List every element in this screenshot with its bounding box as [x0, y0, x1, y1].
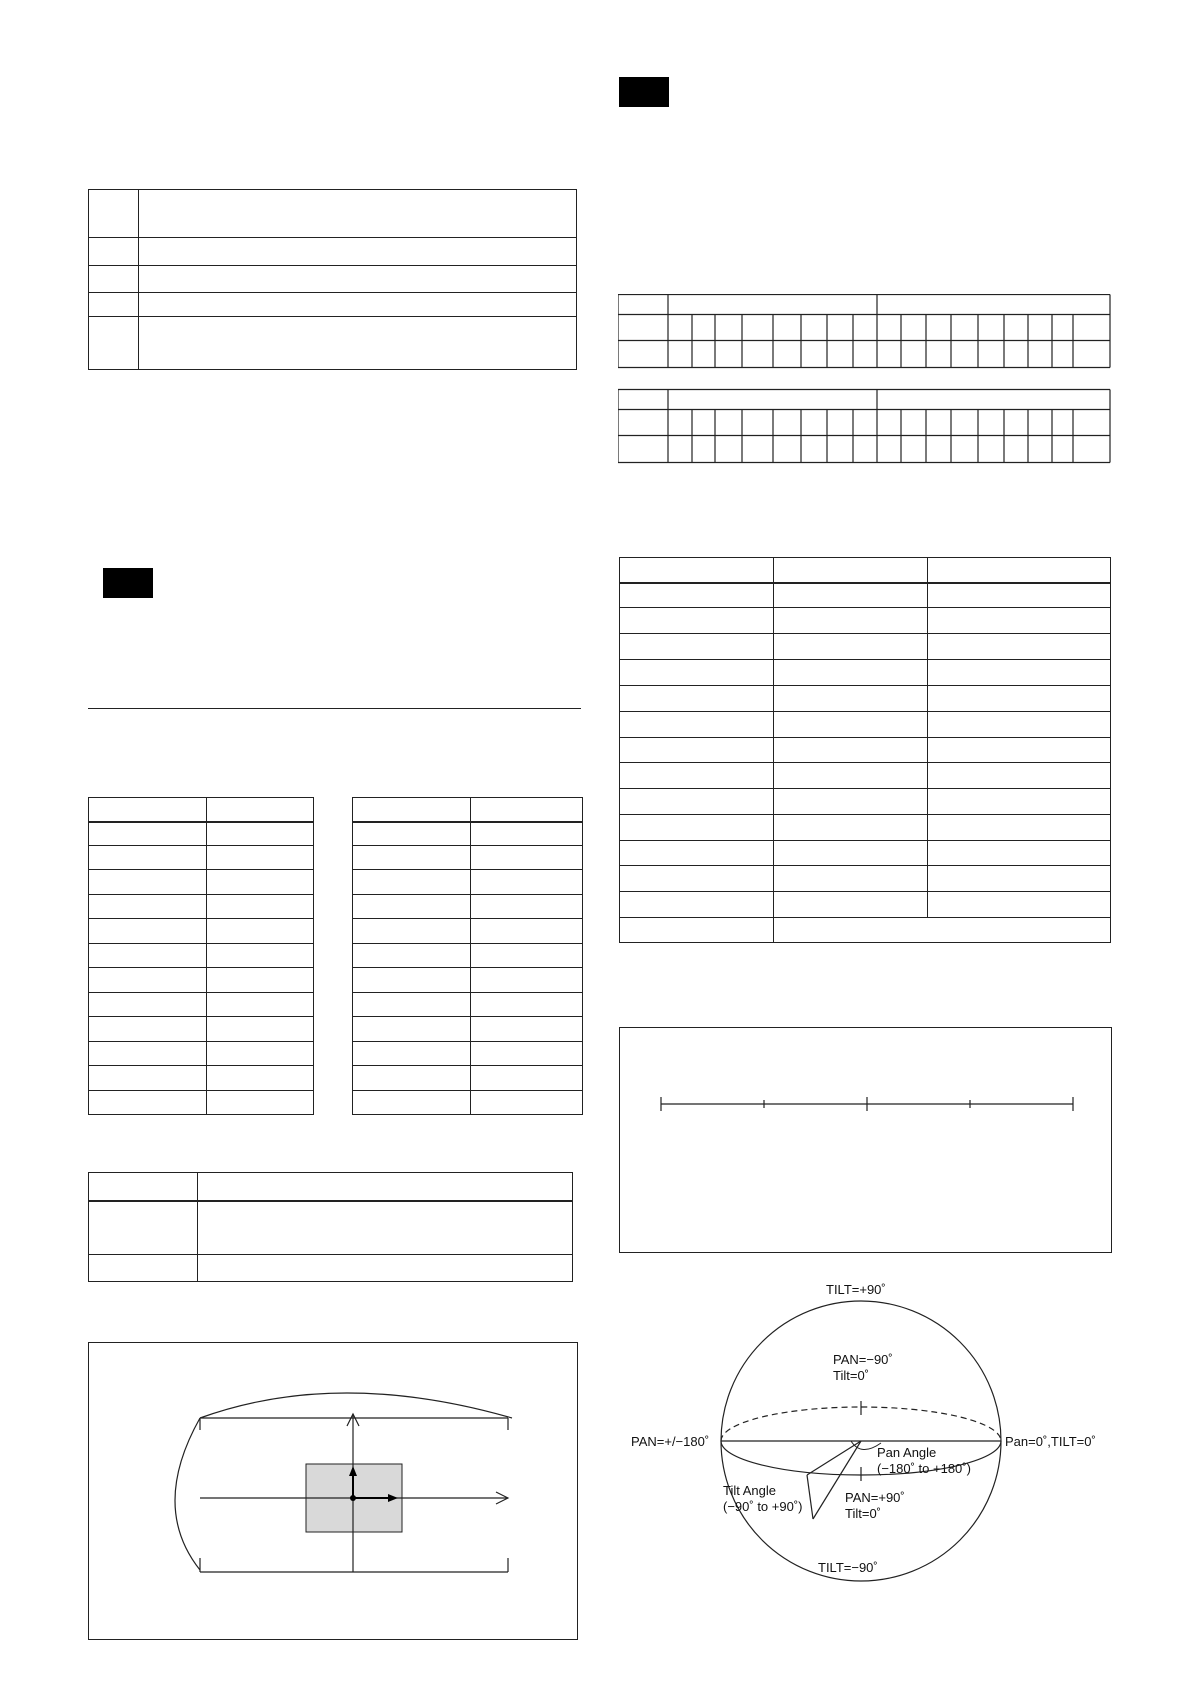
table-cell: [774, 789, 928, 815]
left-bottom-table: [88, 1172, 573, 1282]
table-cell: [353, 895, 471, 919]
table-cell: [774, 815, 928, 841]
table-cell: [89, 993, 207, 1017]
table-header-cell: [89, 798, 207, 822]
table-cell: [89, 238, 139, 266]
table-cell: [774, 583, 928, 608]
table-cell: [471, 846, 583, 870]
table-header-cell: [620, 558, 774, 583]
left-top-table: [88, 189, 577, 370]
table-cell: [198, 1201, 573, 1255]
table-cell: [471, 993, 583, 1017]
table-header-cell: [928, 558, 1111, 583]
table-cell: [774, 712, 928, 738]
table-cell: [353, 944, 471, 968]
tilt-zero-label-bottom: Tilt=0˚: [845, 1506, 881, 1521]
table-cell: [89, 266, 139, 293]
table-cell: [928, 634, 1111, 660]
table-cell: [471, 870, 583, 895]
table-cell: [928, 686, 1111, 712]
pan-zero-label: Pan=0˚,TILT=0˚: [1005, 1434, 1096, 1449]
table-cell: [89, 1042, 207, 1066]
table-cell: [928, 608, 1111, 634]
table-cell: [620, 634, 774, 660]
table-header-cell: [89, 1173, 198, 1201]
table-cell: [139, 317, 577, 370]
table-cell: [207, 1091, 314, 1115]
table-cell: [620, 866, 774, 892]
table-cell: [774, 918, 1111, 943]
table-cell: [620, 841, 774, 866]
table-cell: [89, 1017, 207, 1042]
table-cell: [139, 190, 577, 238]
table-header-cell: [471, 798, 583, 822]
table-cell: [207, 1017, 314, 1042]
table-cell: [89, 1255, 198, 1282]
table-cell: [353, 846, 471, 870]
tilt-range-label: (−90˚ to +90˚): [723, 1499, 803, 1514]
table-cell: [471, 1066, 583, 1091]
table-cell: [620, 660, 774, 686]
table-cell: [471, 944, 583, 968]
pan-180-label: PAN=+/−180˚: [631, 1434, 710, 1449]
pan-plus-90-label: PAN=+90˚: [845, 1490, 905, 1505]
table-cell: [353, 1091, 471, 1115]
table-cell: [928, 841, 1111, 866]
table-cell: [139, 238, 577, 266]
table-cell: [774, 738, 928, 763]
scale-ruler: [619, 1027, 1112, 1253]
table-cell: [774, 866, 928, 892]
table-cell: [471, 1042, 583, 1066]
bit-table-lower: [618, 390, 1110, 463]
table-cell: [207, 1066, 314, 1091]
table-cell: [471, 822, 583, 846]
note-tag: [619, 77, 669, 107]
table-cell: [353, 822, 471, 846]
table-cell: [928, 660, 1111, 686]
table-cell: [89, 190, 139, 238]
tilt-zero-label-top: Tilt=0˚: [833, 1368, 869, 1383]
table-cell: [207, 846, 314, 870]
table-cell: [620, 608, 774, 634]
table-cell: [928, 789, 1111, 815]
table-cell: [774, 763, 928, 789]
pan-range-label: (−180˚ to +180˚): [877, 1461, 971, 1476]
table-cell: [620, 815, 774, 841]
table-cell: [89, 895, 207, 919]
tilt-top-label: TILT=+90˚: [826, 1282, 886, 1297]
left-code-table-b: [352, 797, 583, 1115]
tilt-angle-label: Tilt Angle: [723, 1483, 776, 1498]
table-cell: [774, 634, 928, 660]
table-cell: [928, 866, 1111, 892]
table-cell: [89, 919, 207, 944]
bit-tables: [618, 294, 1111, 472]
table-cell: [207, 944, 314, 968]
pan-angle-label: Pan Angle: [877, 1445, 937, 1460]
table-cell: [620, 789, 774, 815]
table-cell: [353, 870, 471, 895]
table-cell: [774, 608, 928, 634]
table-cell: [353, 1066, 471, 1091]
table-cell: [207, 1042, 314, 1066]
table-cell: [139, 266, 577, 293]
table-cell: [620, 712, 774, 738]
table-cell: [198, 1255, 573, 1282]
table-cell: [89, 293, 139, 317]
table-cell: [353, 968, 471, 993]
table-cell: [471, 968, 583, 993]
tilt-bottom-label: TILT=−90˚: [818, 1560, 878, 1575]
table-header-cell: [774, 558, 928, 583]
table-cell: [207, 895, 314, 919]
table-cell: [89, 822, 207, 846]
table-header-cell: [353, 798, 471, 822]
note-tag: [103, 568, 153, 598]
table-cell: [928, 892, 1111, 918]
table-cell: [928, 712, 1111, 738]
table-cell: [207, 919, 314, 944]
table-header-cell: [207, 798, 314, 822]
table-cell: [353, 1042, 471, 1066]
table-cell: [89, 846, 207, 870]
table-cell: [89, 870, 207, 895]
table-cell: [89, 317, 139, 370]
table-cell: [928, 763, 1111, 789]
table-cell: [620, 892, 774, 918]
table-cell: [774, 660, 928, 686]
table-cell: [353, 993, 471, 1017]
left-code-table-a: [88, 797, 314, 1115]
table-cell: [353, 1017, 471, 1042]
section-divider: [88, 708, 581, 709]
area-diagram: [88, 1342, 578, 1640]
table-cell: [89, 1091, 207, 1115]
table-cell: [471, 1017, 583, 1042]
pan-tilt-sphere-figure: [619, 1275, 1139, 1615]
table-cell: [471, 895, 583, 919]
table-cell: [774, 686, 928, 712]
table-cell: [353, 919, 471, 944]
table-cell: [928, 815, 1111, 841]
table-cell: [620, 686, 774, 712]
table-cell: [774, 892, 928, 918]
table-cell: [207, 993, 314, 1017]
table-cell: [207, 822, 314, 846]
table-cell: [774, 841, 928, 866]
table-cell: [89, 1201, 198, 1255]
table-cell: [89, 968, 207, 993]
table-cell: [928, 738, 1111, 763]
table-cell: [139, 293, 577, 317]
pan-minus-90-label: PAN=−90˚: [833, 1352, 893, 1367]
table-cell: [620, 583, 774, 608]
table-cell: [620, 763, 774, 789]
table-cell: [620, 918, 774, 943]
table-cell: [89, 944, 207, 968]
table-cell: [89, 1066, 207, 1091]
bit-table-upper: [618, 295, 1110, 368]
table-cell: [207, 870, 314, 895]
table-cell: [928, 583, 1111, 608]
right-value-table: [619, 557, 1111, 943]
table-cell: [471, 1091, 583, 1115]
table-cell: [620, 738, 774, 763]
table-cell: [471, 919, 583, 944]
table-cell: [207, 968, 314, 993]
table-header-cell: [198, 1173, 573, 1201]
